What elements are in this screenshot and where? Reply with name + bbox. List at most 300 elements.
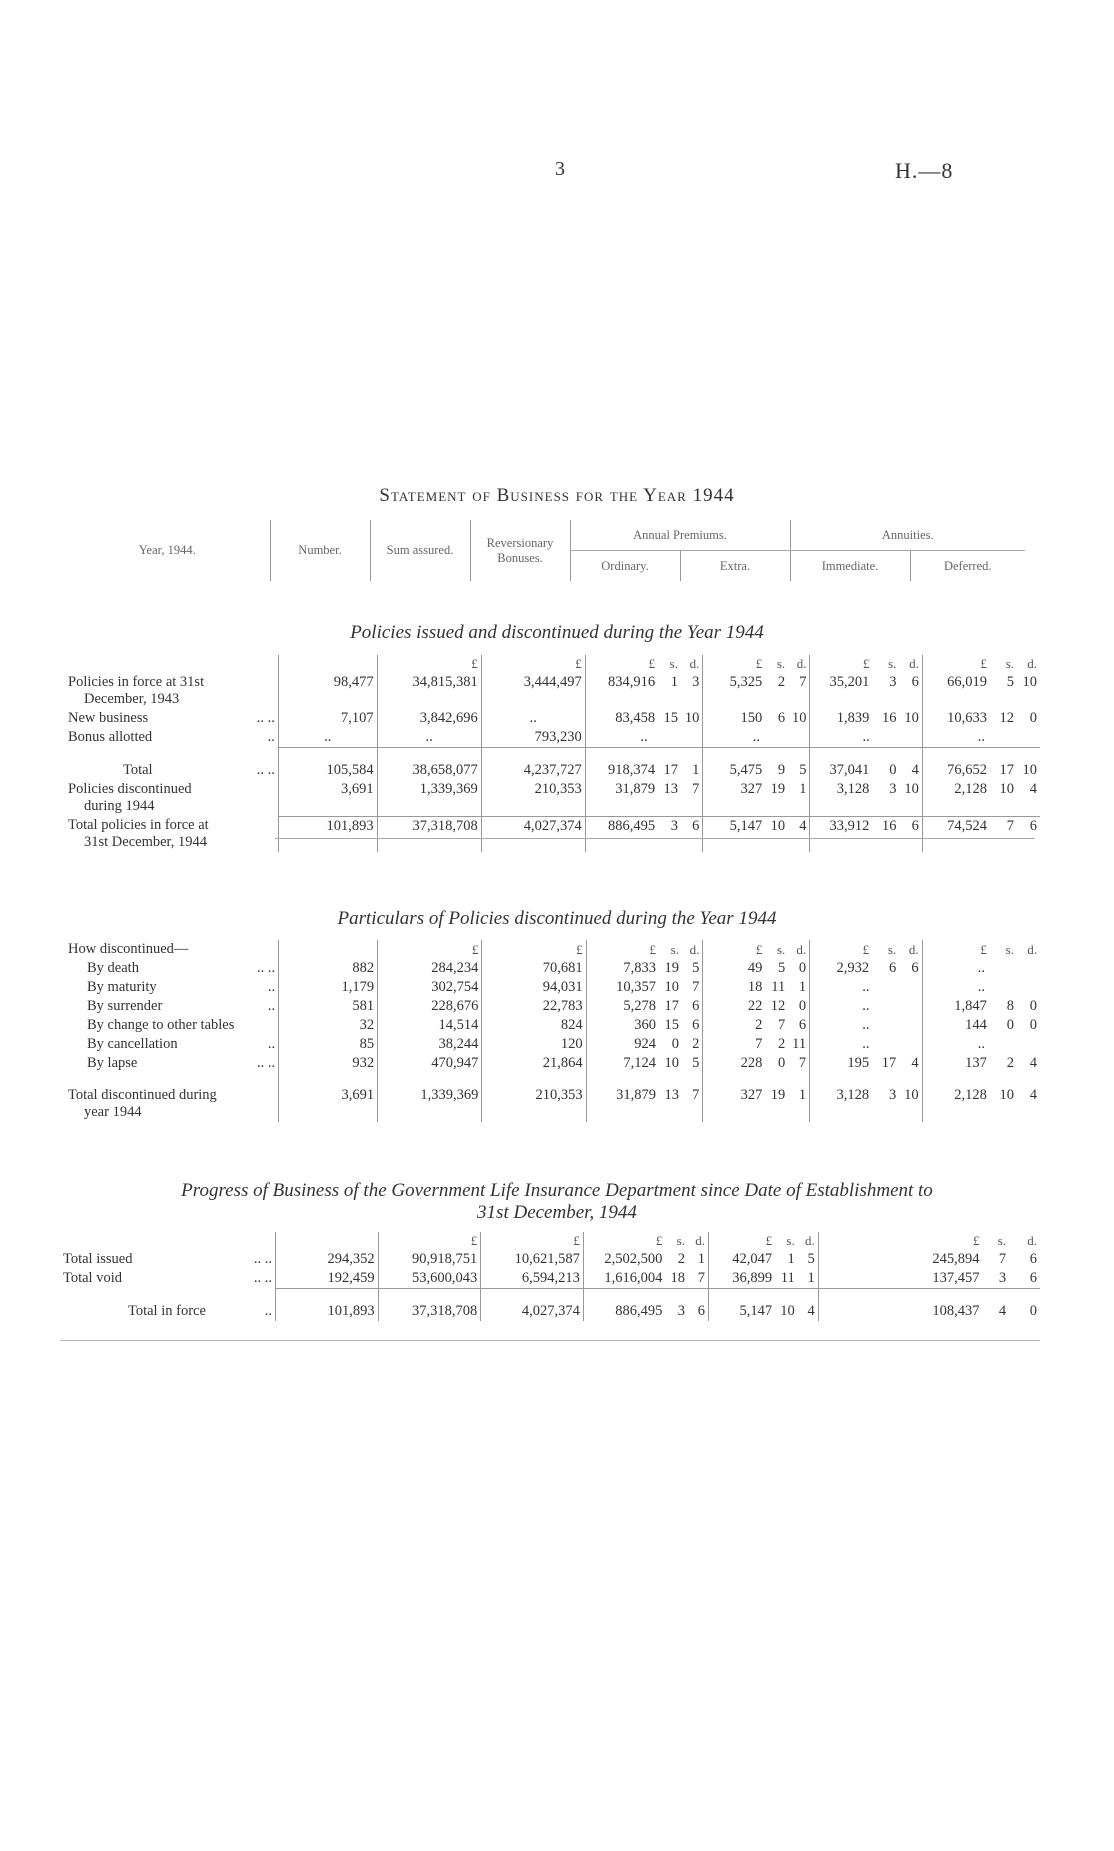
section3-title: Progress of Business of the Government Life Insurance Department since Date of Establishment to	[181, 1180, 933, 1201]
cell-immediate: 3,128	[810, 780, 872, 816]
cell-d: 6	[899, 816, 922, 852]
cell-deferred: 137	[922, 1054, 990, 1073]
cell-number: 581	[279, 997, 378, 1016]
table-row	[65, 816, 1040, 852]
cell-d: 1	[798, 979, 807, 995]
cell-d: 0	[1029, 710, 1037, 726]
section1-table	[65, 655, 1040, 852]
cell-deferred: 74,524	[922, 816, 990, 852]
unit-s: s.	[776, 656, 786, 671]
table-row	[65, 780, 1040, 816]
cell-s: 12	[770, 998, 786, 1014]
document-reference: H.—8	[895, 158, 954, 183]
cell-sum: 302,754	[378, 978, 482, 997]
cell-s: 3	[665, 1289, 688, 1322]
cell-s: 0	[1006, 1017, 1014, 1033]
row-label: New business .. ..	[68, 710, 275, 726]
row-label: By maturity ..	[87, 979, 276, 995]
unit-pound: £	[583, 1232, 665, 1250]
cell-s: 19	[664, 960, 679, 976]
cell-s: 3	[658, 816, 681, 852]
unit-pound: £	[378, 940, 482, 959]
unit-s: s.	[786, 1233, 795, 1248]
table-row	[65, 1035, 1040, 1054]
header-annual-premiums: Annual Premiums.	[570, 520, 790, 551]
unit-s: s.	[670, 941, 679, 957]
cell-bonus: 4,027,374	[481, 816, 585, 852]
header-immediate: Immediate.	[790, 551, 910, 582]
cell-s: 17	[990, 748, 1017, 781]
cell-s: 2	[777, 674, 786, 690]
cell-s: 18	[670, 1270, 685, 1286]
cell-d: 6	[1017, 816, 1040, 852]
cell-immediate: ..	[810, 1035, 923, 1054]
cell-ordinary: 360	[586, 1016, 659, 1035]
cell-deferred: ..	[922, 978, 1040, 997]
cell-number: 3,691	[278, 780, 377, 816]
cell-s: 3	[888, 1087, 897, 1103]
header-sum-assured: Sum assured.	[370, 520, 470, 581]
unit-pound: £	[922, 940, 990, 959]
statement-header	[65, 520, 1025, 581]
cell-d: 0	[1029, 1017, 1037, 1033]
cell-ordinary: 10,357	[586, 978, 659, 997]
cell-number: 85	[279, 1035, 378, 1054]
cell-d: 1	[807, 1270, 815, 1286]
cell-d: 0	[798, 998, 807, 1014]
cell-deferred: 66,019	[922, 673, 990, 709]
cell-bonus: 4,237,727	[481, 748, 585, 781]
row-label: By surrender ..	[87, 998, 276, 1014]
cell-d: 7	[799, 674, 807, 690]
unit-pound: £	[810, 655, 872, 673]
header-extra: Extra.	[680, 551, 790, 582]
cell-d: 10	[904, 781, 919, 797]
cell-extra: 22	[703, 997, 766, 1016]
cell-bonus: 4,027,374	[481, 1289, 584, 1322]
cell-immediate: 195	[810, 1054, 873, 1073]
cell-deferred: 2,128	[922, 1073, 990, 1122]
cell-immediate: 35,201	[810, 673, 872, 709]
section3-subtitle: 31st December, 1944	[477, 1202, 637, 1223]
cell-s: 3	[889, 674, 897, 690]
section1-title: Policies issued and discontinued during the Year 1944	[350, 622, 764, 643]
row-label: Total policies in force at 31st December, 1944	[68, 817, 209, 850]
cell-bonus: 210,353	[481, 780, 585, 816]
cell-ordinary: 886,495	[585, 816, 658, 852]
unit-pound: £	[585, 655, 658, 673]
cell-extra: 5,147	[708, 1289, 775, 1322]
table-row	[60, 1269, 1040, 1289]
table-row	[65, 709, 1040, 728]
cell-s: 0	[671, 1036, 679, 1052]
cell-s: 10	[999, 781, 1014, 797]
cell-s: 0	[872, 748, 899, 781]
unit-s: s.	[887, 941, 897, 957]
cell-bonus: 6,594,213	[481, 1269, 584, 1289]
cell-immediate: 37,041	[810, 748, 872, 781]
cell-s: 0	[778, 1055, 786, 1071]
cell-ordinary: 7,124	[586, 1054, 659, 1073]
cell-d: 6	[692, 1017, 700, 1033]
cell-deferred: 76,652	[922, 748, 990, 781]
row-label: Bonus allotted ..	[68, 729, 275, 746]
cell-bonus: 824	[482, 1016, 586, 1035]
unit-pound: £	[482, 940, 586, 959]
divider	[275, 838, 1035, 839]
table-row	[65, 959, 1040, 978]
cell-d: 6	[688, 1289, 709, 1322]
cell-s: 10	[999, 1087, 1014, 1103]
unit-d: d.	[1027, 1233, 1037, 1248]
section2-table	[65, 940, 1040, 1122]
cell-d: 1	[681, 748, 703, 781]
cell-sum: ..	[377, 728, 481, 748]
unit-s: s.	[997, 1233, 1007, 1248]
unit-d: d.	[689, 656, 700, 671]
unit-pound: £	[922, 655, 990, 673]
section2-title: Particulars of Policies discontinued during the Year 1944	[337, 908, 777, 929]
cell-extra: 5,325	[703, 673, 765, 709]
cell-ordinary: 2,502,500	[583, 1250, 665, 1269]
cell-s: 7	[998, 1251, 1007, 1267]
cell-s: 8	[1006, 998, 1014, 1014]
cell-s: 4	[982, 1289, 1009, 1322]
total-row	[60, 1289, 1040, 1322]
cell-d: 2	[692, 1036, 700, 1052]
cell-d: 0	[1029, 998, 1037, 1014]
cell-s: 3	[998, 1270, 1007, 1286]
cell-s: 1	[670, 674, 678, 690]
cell-d: 10	[1017, 748, 1040, 781]
row-label: By cancellation ..	[87, 1036, 276, 1052]
cell-extra: 2	[703, 1016, 766, 1035]
divider	[60, 1340, 1040, 1341]
cell-d: 5	[788, 748, 810, 781]
cell-d: 1	[697, 1251, 705, 1267]
cell-s: 1	[787, 1251, 795, 1267]
cell-number: 32	[279, 1016, 378, 1035]
cell-d: 4	[798, 1289, 819, 1322]
cell-s: 6	[777, 710, 786, 726]
total-row	[65, 1073, 1040, 1122]
cell-sum: 37,318,708	[377, 816, 481, 852]
table-row	[65, 673, 1040, 709]
cell-sum: 14,514	[378, 1016, 482, 1035]
header-number: Number.	[270, 520, 370, 581]
cell-s: 10	[664, 1055, 679, 1071]
cell-d: 4	[1029, 781, 1037, 797]
table-row	[65, 997, 1040, 1016]
row-label: By change to other tables	[87, 1017, 235, 1033]
cell-d: 7	[697, 1270, 705, 1286]
cell-number: 105,584	[278, 748, 377, 781]
unit-d: d.	[1027, 941, 1037, 957]
row-label: Total .. ..	[123, 761, 275, 778]
cell-d: 6	[798, 1017, 807, 1033]
statement-title: Statement of Business for the Year 1944	[379, 485, 735, 506]
cell-extra: 228	[703, 1054, 766, 1073]
cell-number: 7,107	[278, 709, 377, 728]
cell-bonus: 21,864	[482, 1054, 586, 1073]
cell-d: 7	[692, 1087, 700, 1103]
cell-d: 4	[1029, 1087, 1037, 1103]
cell-d: 4	[1029, 1055, 1037, 1071]
cell-deferred: 10,633	[922, 709, 990, 728]
cell-s: 6	[888, 960, 897, 976]
cell-d: 6	[692, 998, 700, 1014]
unit-pound: £	[703, 655, 765, 673]
cell-annuities: 245,894	[818, 1250, 982, 1269]
cell-s: 5	[1006, 674, 1014, 690]
cell-sum: 1,339,369	[378, 1073, 482, 1122]
cell-ordinary: 5,278	[586, 997, 659, 1016]
cell-deferred: 1,847	[922, 997, 990, 1016]
cell-s: 17	[664, 998, 679, 1014]
cell-number: ..	[278, 728, 377, 748]
row-label: Total discontinued during year 1944	[68, 1087, 217, 1120]
cell-ordinary: 918,374	[585, 748, 658, 781]
cell-immediate: ..	[810, 728, 922, 748]
cell-sum: 38,658,077	[377, 748, 481, 781]
unit-pound: £	[708, 1232, 775, 1250]
total-row	[65, 748, 1040, 781]
unit-pound: £	[703, 940, 766, 959]
cell-extra: 5,475	[703, 748, 765, 781]
table-row	[65, 1016, 1040, 1035]
cell-deferred: ..	[922, 728, 1040, 748]
cell-d: 7	[692, 979, 700, 995]
cell-d: 7	[692, 781, 700, 797]
cell-extra: 49	[703, 959, 766, 978]
cell-d: 10	[684, 710, 700, 726]
cell-s: 13	[663, 781, 678, 797]
unit-d: d.	[796, 941, 807, 957]
cell-sum: 1,339,369	[377, 780, 481, 816]
cell-d: 7	[798, 1055, 807, 1071]
cell-extra: 327	[703, 780, 765, 816]
cell-d: 10	[1022, 674, 1037, 690]
cell-s: 16	[872, 816, 899, 852]
unit-d: d.	[908, 941, 919, 957]
cell-extra: 150	[703, 709, 765, 728]
unit-d: d.	[695, 1233, 705, 1248]
unit-pound: £	[378, 1232, 481, 1250]
cell-sum: 34,815,381	[377, 673, 481, 709]
cell-bonus: 22,783	[482, 997, 586, 1016]
cell-immediate: ..	[810, 997, 923, 1016]
cell-s: 7	[778, 1017, 786, 1033]
cell-d: 4	[788, 816, 810, 852]
cell-sum: 37,318,708	[378, 1289, 481, 1322]
cell-number: 1,179	[279, 978, 378, 997]
cell-sum: 3,842,696	[377, 709, 481, 728]
cell-deferred: ..	[922, 1035, 1040, 1054]
unit-s: s.	[776, 941, 786, 957]
header-reversionary: Reversionary Bonuses.	[470, 520, 570, 581]
unit-s: s.	[1005, 656, 1014, 671]
unit-pound: £	[818, 1232, 982, 1250]
cell-s: 10	[664, 979, 679, 995]
cell-ordinary: 31,879	[585, 780, 658, 816]
row-label: By death .. ..	[87, 960, 276, 976]
cell-immediate: 1,839	[810, 709, 872, 728]
unit-pound: £	[481, 655, 585, 673]
cell-number: 192,459	[275, 1269, 378, 1289]
cell-s: 2	[677, 1251, 685, 1267]
unit-pound: £	[377, 655, 481, 673]
cell-s: 17	[658, 748, 681, 781]
cell-d: 4	[899, 748, 922, 781]
cell-number: 101,893	[275, 1289, 378, 1322]
cell-ordinary: 886,495	[583, 1289, 665, 1322]
row-label: Policies discontinued during 1944	[68, 781, 192, 814]
unit-d: d.	[1027, 656, 1037, 671]
cell-sum: 470,947	[378, 1054, 482, 1073]
unit-s: s.	[888, 656, 897, 671]
cell-d: 11	[792, 1036, 807, 1052]
cell-s: 15	[664, 1017, 679, 1033]
cell-d: 6	[1029, 1251, 1037, 1267]
unit-pound: £	[810, 940, 873, 959]
cell-extra: 36,899	[708, 1269, 775, 1289]
unit-d: d.	[805, 1233, 815, 1248]
cell-d: 6	[681, 816, 703, 852]
cell-number: 101,893	[278, 816, 377, 852]
table-row	[65, 978, 1040, 997]
cell-d: 10	[791, 710, 807, 726]
cell-s: 11	[780, 1270, 795, 1286]
cell-annuities: 137,457	[818, 1269, 982, 1289]
unit-pound: £	[586, 940, 659, 959]
cell-extra: 5,147	[703, 816, 765, 852]
cell-number: 932	[279, 1054, 378, 1073]
cell-immediate: ..	[810, 978, 923, 997]
cell-bonus: 3,444,497	[481, 673, 585, 709]
cell-extra: 327	[703, 1073, 766, 1122]
cell-number: 98,477	[278, 673, 377, 709]
page-number: 3	[555, 158, 565, 180]
cell-bonus: 94,031	[482, 978, 586, 997]
cell-extra: 7	[703, 1035, 766, 1054]
cell-d: 6	[911, 960, 919, 976]
cell-s: 5	[778, 960, 786, 976]
cell-sum: 53,600,043	[378, 1269, 481, 1289]
cell-d: 5	[807, 1251, 815, 1267]
unit-d: d.	[796, 656, 807, 671]
cell-immediate: 3,128	[810, 1073, 873, 1122]
unit-d: d.	[689, 941, 700, 957]
cell-s: 19	[770, 1087, 786, 1103]
cell-s: 13	[664, 1087, 679, 1103]
table-row	[60, 1250, 1040, 1269]
cell-d: 6	[911, 674, 919, 690]
cell-sum: 90,918,751	[378, 1250, 481, 1269]
cell-d: 0	[798, 960, 807, 976]
cell-s: 3	[889, 781, 897, 797]
cell-deferred: ..	[922, 959, 1040, 978]
unit-s: s.	[676, 1233, 685, 1248]
cell-d: 10	[904, 710, 919, 726]
cell-s: 10	[775, 1289, 798, 1322]
table-row	[65, 728, 1040, 748]
cell-ordinary: 1,616,004	[583, 1269, 665, 1289]
table-row	[65, 1054, 1040, 1073]
cell-extra: ..	[703, 728, 810, 748]
row-label: Policies in force at 31st December, 1943	[68, 674, 205, 707]
cell-number: 3,691	[279, 1073, 378, 1122]
cell-annuities: 108,437	[818, 1289, 982, 1322]
cell-immediate: 2,932	[810, 959, 873, 978]
cell-d: 4	[911, 1055, 919, 1071]
row-label: By lapse .. ..	[87, 1055, 276, 1071]
cell-sum: 38,244	[378, 1035, 482, 1054]
cell-deferred: 144	[922, 1016, 990, 1035]
cell-immediate: 33,912	[810, 816, 872, 852]
cell-ordinary: 834,916	[585, 673, 658, 709]
cell-d: 5	[692, 960, 700, 976]
header-deferred: Deferred.	[910, 551, 1025, 582]
unit-d: d.	[909, 656, 919, 671]
cell-sum: 284,234	[378, 959, 482, 978]
unit-s: s.	[669, 656, 678, 671]
header-ordinary: Ordinary.	[570, 551, 680, 582]
cell-number: 882	[279, 959, 378, 978]
cell-bonus: 70,681	[482, 959, 586, 978]
cell-s: 11	[771, 979, 786, 995]
cell-s: 15	[663, 710, 678, 726]
cell-ordinary: 924	[586, 1035, 659, 1054]
cell-ordinary: 83,458	[585, 709, 658, 728]
cell-extra: 18	[703, 978, 766, 997]
cell-s: 16	[881, 710, 897, 726]
cell-s: 2	[1006, 1055, 1014, 1071]
cell-s: 9	[765, 748, 788, 781]
cell-bonus: ..	[481, 709, 585, 728]
cell-ordinary: 31,879	[586, 1073, 659, 1122]
header-year: Year, 1944.	[138, 543, 196, 557]
row-label: Total in force ..	[128, 1302, 272, 1319]
cell-d: 3	[692, 674, 700, 690]
cell-number: 294,352	[275, 1250, 378, 1269]
cell-s: 19	[770, 781, 786, 797]
cell-bonus: 793,230	[481, 728, 585, 748]
cell-d: 1	[798, 1087, 807, 1103]
row-label: Total void .. ..	[63, 1270, 272, 1287]
cell-bonus: 120	[482, 1035, 586, 1054]
cell-d: 6	[1029, 1270, 1037, 1286]
cell-s: 2	[778, 1036, 786, 1052]
unit-s: s.	[1005, 941, 1014, 957]
cell-sum: 228,676	[378, 997, 482, 1016]
cell-ordinary: ..	[585, 728, 703, 748]
cell-d: 5	[692, 1055, 700, 1071]
row-label: Total issued .. ..	[63, 1251, 272, 1267]
cell-deferred: 2,128	[922, 780, 990, 816]
how-discontinued-heading: How discontinued—	[68, 941, 189, 957]
cell-ordinary: 7,833	[586, 959, 659, 978]
section3-table	[60, 1232, 1040, 1321]
cell-s: 10	[765, 816, 788, 852]
header-annuities: Annuities.	[790, 520, 1025, 551]
cell-extra: 42,047	[708, 1250, 775, 1269]
cell-s: 7	[990, 816, 1017, 852]
unit-pound: £	[481, 1232, 584, 1250]
cell-bonus: 10,621,587	[481, 1250, 584, 1269]
cell-d: 1	[799, 781, 807, 797]
cell-d: 10	[904, 1087, 919, 1103]
cell-immediate: ..	[810, 1016, 923, 1035]
